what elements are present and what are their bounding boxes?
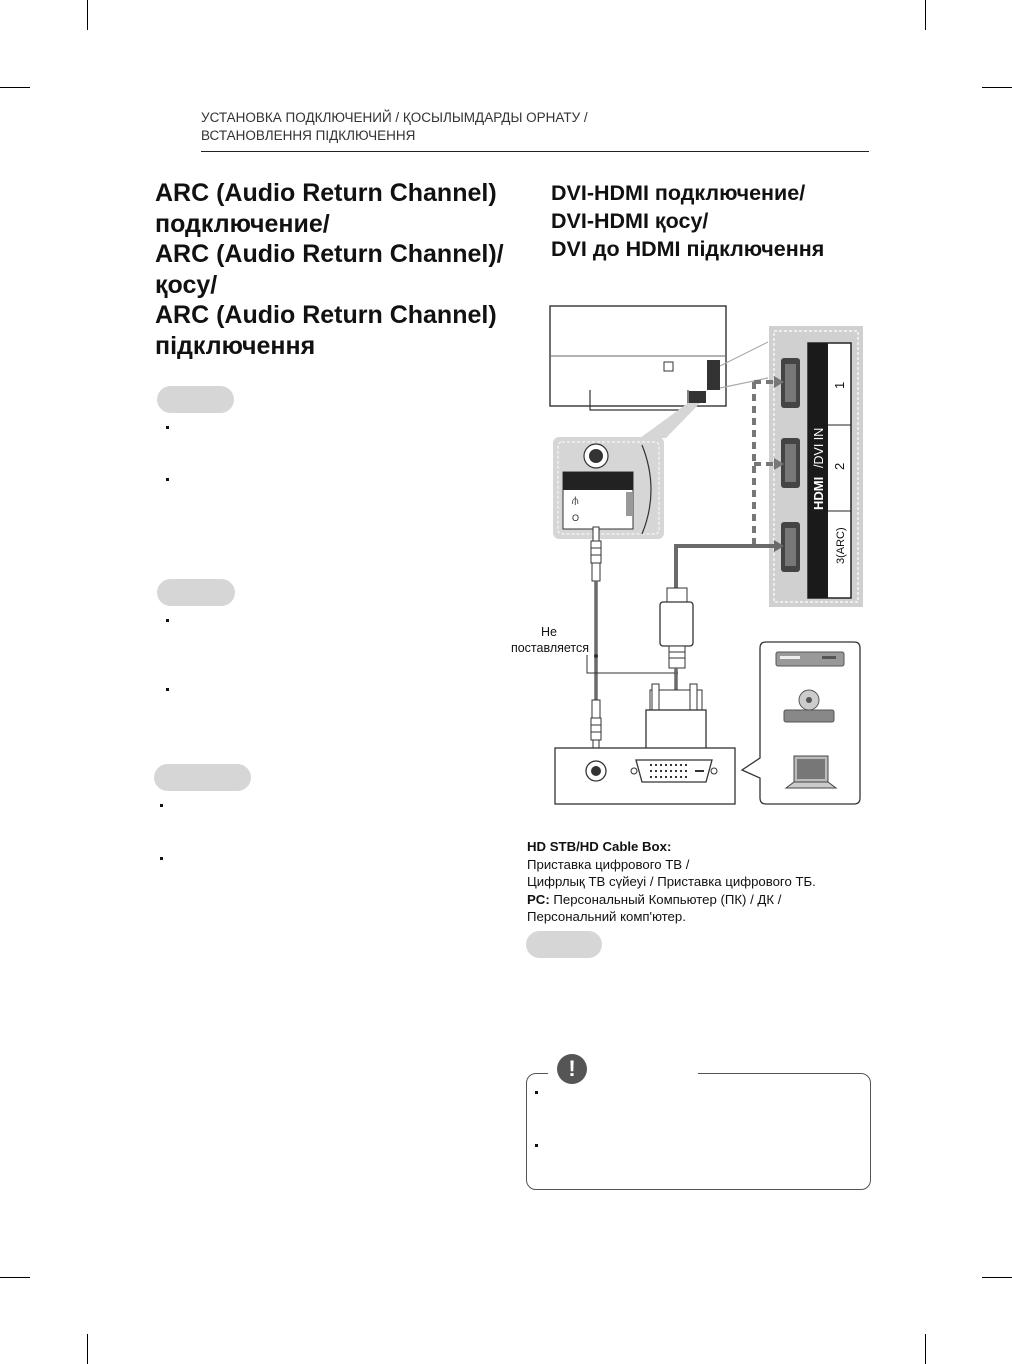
title-line: қосу/ (155, 270, 218, 299)
port-2-label: 2 (832, 462, 847, 470)
source-device-back-panel (555, 748, 735, 804)
device-callout (742, 642, 860, 804)
pc-label: PC: (527, 891, 550, 907)
caption-line: Приставка цифрового ТВ / (527, 856, 690, 872)
note-box (526, 1073, 871, 1190)
device-caption (527, 838, 887, 926)
title-line: подключение/ (155, 209, 330, 238)
title-line: DVI-HDMI қосу/ (551, 209, 709, 233)
hd-box-label: HD STB/HD Cable Box: (527, 839, 672, 854)
dvi-in-label: /DVI IN (812, 427, 826, 468)
hdmi-logo-label: HDMI (811, 476, 826, 510)
language-pill-right (526, 931, 602, 958)
jack-symbol: ⫛ (572, 494, 579, 507)
caption-line: Персональний комп'ютер. (527, 909, 686, 925)
caption-line: Цифрлық ТВ сүйеуі / Приставка цифрового ТБ. (527, 874, 816, 890)
not-supplied-bracket (587, 655, 676, 673)
tv-rear-illustration (550, 306, 768, 438)
hdmi-dvi-cable (646, 588, 706, 752)
title-line: підключення (155, 331, 316, 360)
bullet (535, 1091, 538, 1094)
jack-circle: O (572, 513, 580, 523)
hdmi-cable (676, 546, 776, 590)
port-1-label: 1 (832, 381, 847, 389)
title-line: DVI-HDMI подключение/ (551, 181, 806, 205)
header-line-1: УСТАНОВКА ПОДКЛЮЧЕНИЙ / ҚОСЫЛЫМДАРДЫ ОРНАТУ / (201, 110, 588, 125)
header-line-2: ВСТАНОВЛЕННЯ ПІДКЛЮЧЕННЯ (201, 128, 416, 143)
title-line: DVI до HDMI підключення (551, 237, 825, 261)
bullet (535, 1144, 538, 1147)
port-3-label: 3(ARC) (835, 527, 847, 564)
caution-icon: ! (557, 1054, 587, 1084)
audio-port-zoom (553, 437, 664, 539)
title-line: ARC (Audio Return Channel) (155, 179, 497, 207)
caption-line: Персональный Компьютер (ПК) / ДК / (549, 891, 782, 907)
title-line: ARC (Audio Return Channel) (155, 301, 497, 329)
not-supplied-label: Не (541, 625, 557, 639)
not-supplied-label: поставляется (510, 641, 590, 655)
audio-cable (591, 527, 601, 754)
title-line: ARC (Audio Return Channel)/ (155, 240, 504, 268)
